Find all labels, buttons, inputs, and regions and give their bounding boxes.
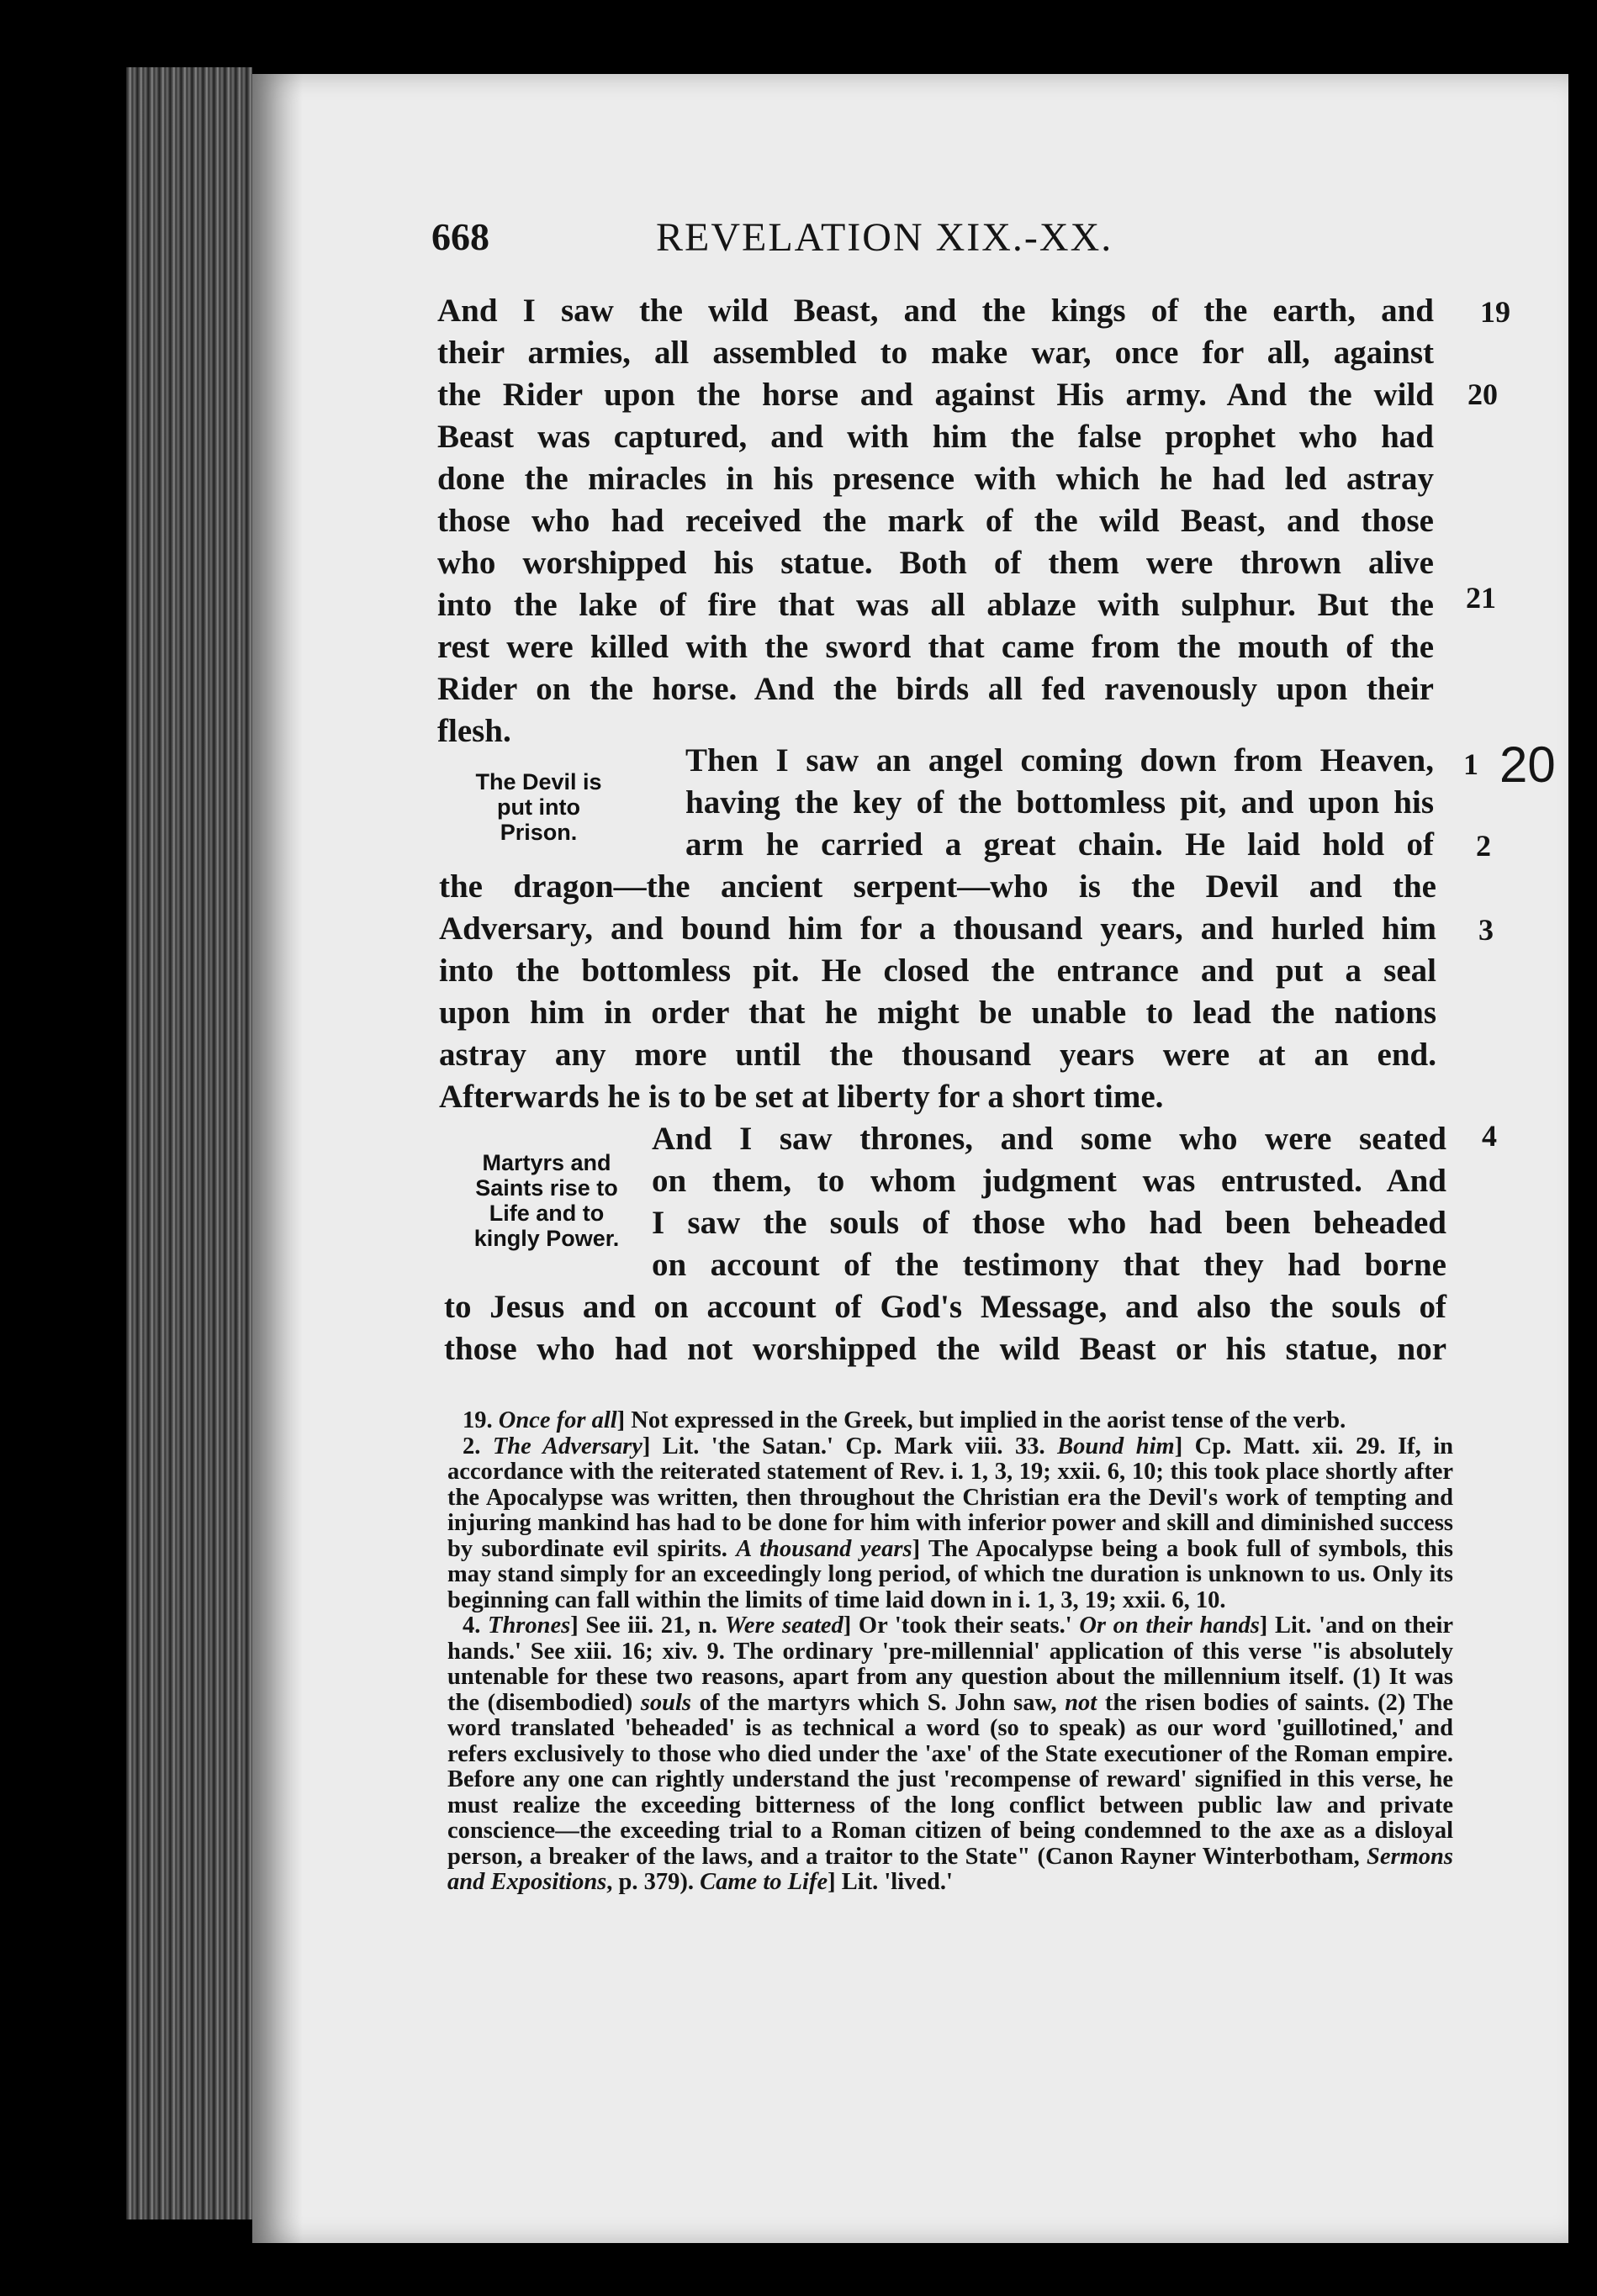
text-line: And I saw thrones, and some who were seated xyxy=(652,1121,1446,1157)
sidenote-line: put into xyxy=(497,794,580,820)
footnote-term: Bound him xyxy=(1057,1433,1175,1459)
text-line: arm he carried a great chain. He laid hold of xyxy=(685,826,1434,863)
text-line: those who had received the mark of the wild Beast, and those xyxy=(437,503,1434,539)
text-line: done the miracles in his presence with which he had led astray xyxy=(437,461,1434,497)
footnote-term: Were seated xyxy=(724,1612,843,1639)
text-line: on account of the testimony that they had borne xyxy=(652,1247,1446,1283)
footnote-text: ] See iii. 21, n. xyxy=(570,1612,725,1639)
paragraph-verse-2-3 xyxy=(439,866,1436,1118)
sidenote-martyrs-saints xyxy=(446,1150,648,1251)
text-line: Beast was captured, and with him the false prophet who had xyxy=(437,419,1434,455)
footnotes xyxy=(447,1408,1453,1896)
text-line: their armies, all assembled to make war, once for all, against xyxy=(437,335,1434,371)
verse-number: 2 xyxy=(1476,829,1491,863)
text-line: Then I saw an angel coming down from Heaven, xyxy=(685,742,1434,779)
paragraph-verse-4-opening xyxy=(652,1118,1446,1286)
sidenote-line: kingly Power. xyxy=(473,1226,620,1251)
verse-number: 21 xyxy=(1466,581,1496,615)
text-line: upon him in order that he might be unable to lead the nations xyxy=(439,995,1436,1031)
footnote-text: of the martyrs which S. John saw, xyxy=(691,1689,1066,1716)
footnote-term: Sermons and Expositions xyxy=(447,1843,1453,1895)
sidenote-line: Saints rise to xyxy=(475,1175,618,1201)
chapter-number: 20 xyxy=(1499,736,1556,793)
paragraph-verse-19-21 xyxy=(437,290,1434,752)
verse-number: 19 xyxy=(1480,295,1510,329)
text-line: I saw the souls of those who had been beheaded xyxy=(652,1205,1446,1241)
footnote-term: A thousand years xyxy=(736,1535,912,1562)
text-line: who worshipped his statue. Both of them were thrown alive xyxy=(437,545,1434,581)
verse-number: 4 xyxy=(1482,1119,1497,1153)
text-line: the dragon—the ancient serpent—who is the Devil and the xyxy=(439,868,1436,905)
footnote-text: ] Lit. 'and on their hands.' See xiii. 16; xiv. 9. The ordinary 'pre-millennial' application of this verse "is absolutely untenable for these two reasons, apart from any question about the millennium itself. (1) It was the (disembodied) xyxy=(447,1612,1454,1716)
page-number: 668 xyxy=(431,215,489,258)
footnote-text: ] The Apocalypse being a book full of symbols, this may stand simply for an exceedingly long period, of which tne duration is unknown to us. Only its beginning can fall within the limits of time laid down in i. 1, 3, 19; xxii. 6, 10. xyxy=(447,1535,1454,1613)
sidenote-line: Life and to xyxy=(489,1201,605,1226)
text-line: into the bottomless pit. He closed the entrance and put a seal xyxy=(439,953,1436,989)
sidenote-devil-prison xyxy=(436,769,642,845)
footnote-term: Thrones xyxy=(488,1612,571,1639)
text-line: rest were killed with the sword that came from the mouth of the xyxy=(437,629,1434,665)
footnote-number: 2. xyxy=(463,1433,481,1459)
footnote-term: Once for all xyxy=(498,1407,617,1433)
text-line: the Rider upon the horse and against His army. And the wild xyxy=(437,377,1434,413)
footnote-term: Or on their hands xyxy=(1079,1612,1260,1639)
footnote-term: souls xyxy=(640,1689,692,1716)
text-line: on them, to whom judgment was entrusted. And xyxy=(652,1163,1446,1199)
text-line: astray any more until the thousand years were at an end. xyxy=(439,1037,1436,1073)
paragraph-verse-4 xyxy=(444,1286,1446,1370)
sidenote-line: The Devil is xyxy=(475,769,602,794)
footnote-text: ] Lit. 'the Satan.' Cp. Mark viii. 33. xyxy=(642,1433,1058,1459)
text-line: to Jesus and on account of God's Message, and also the souls of xyxy=(444,1289,1446,1325)
text-line: having the key of the bottomless pit, and upon his xyxy=(685,784,1434,821)
text-line: flesh. xyxy=(437,713,511,749)
sidenote-line: Martyrs and xyxy=(482,1150,611,1175)
text-line: Rider on the horse. And the birds all fed ravenously upon their xyxy=(437,671,1434,707)
text-line: those who had not worshipped the wild Beast or his statue, nor xyxy=(444,1331,1446,1367)
running-title: REVELATION XIX.-XX. xyxy=(656,215,1113,260)
footnote-2 xyxy=(447,1434,1453,1614)
footnote-text: ] Or 'took their seats.' xyxy=(843,1612,1080,1639)
text-line: Afterwards he is to be set at liberty for a short time. xyxy=(439,1079,1164,1115)
text-line: into the lake of fire that was all ablaze with sulphur. But the xyxy=(437,587,1434,623)
footnote-number: 19. xyxy=(463,1407,493,1433)
book-page-edges xyxy=(126,67,252,2219)
footnote-text: ] Cp. Matt. xii. 29. If, in accordance with the reiterated statement of Rev. i. 1, 3, 19; xxii. 6, 10; this took place shortly after the Apocalypse was written, then throughout the Christian era the Devil's work of tempting and injuring mankind has had to be done for him with inferior power and skill and diminished success by subordinate evil spirits. xyxy=(447,1433,1454,1562)
paragraph-chapter-20-opening xyxy=(685,740,1434,866)
spine-shadow xyxy=(252,74,303,2243)
footnote-19 xyxy=(447,1408,1453,1434)
footnote-text: , p. 379). xyxy=(606,1869,701,1895)
footnote-text: the risen bodies of saints. (2) The word translated 'beheaded' is as technical a word (so to speak) as our word 'guillotined,' and refers exclusively to those who died under the 'axe' of the State executioner of the Roman empire. Before any one can rightly understand the just 'recompense of reward' signified in this verse, he must realize the exceeding bitterness of the long conflict between public law and private conscience—the exceeding trial to a Roman citizen of being condemned to the axe as a disloyal person, a breaker of the laws, and a traitor to the State" (Canon Rayner Winterbotham, xyxy=(447,1689,1454,1870)
footnote-text: ] Not expressed in the Greek, but implied in the aorist tense of the verb. xyxy=(616,1407,1346,1433)
footnote-term: not xyxy=(1065,1689,1097,1716)
footnote-4 xyxy=(447,1613,1453,1896)
footnote-text: ] Lit. 'lived.' xyxy=(828,1869,953,1895)
text-line: Adversary, and bound him for a thousand years, and hurled him xyxy=(439,910,1436,947)
footnote-term: The Adversary xyxy=(492,1433,643,1459)
text-line: And I saw the wild Beast, and the kings of the earth, and xyxy=(437,293,1434,329)
verse-number: 20 xyxy=(1467,377,1498,411)
footnote-number: 4. xyxy=(463,1612,481,1639)
verse-number: 3 xyxy=(1478,913,1494,947)
sidenote-line: Prison. xyxy=(500,820,578,845)
footnote-term: Came to Life xyxy=(700,1869,828,1895)
verse-number: 1 xyxy=(1463,747,1478,781)
